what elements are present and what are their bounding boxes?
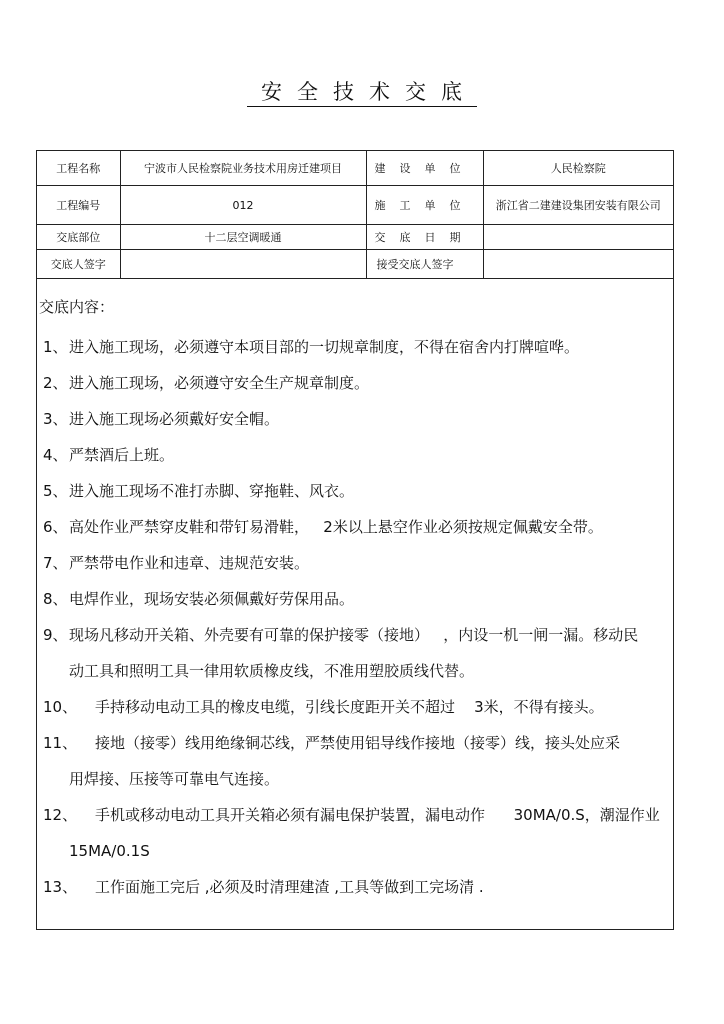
item-number: 6、 [43, 518, 68, 536]
item-text: 手持移动电动工具的橡皮电缆，引线长度距开关不超过 3米，不得有接头。 [95, 698, 604, 716]
receiver-value [483, 250, 673, 279]
content-heading: 交底内容： [39, 298, 115, 316]
item-text: 进入施工现场，必须遵守本项目部的一切规章制度，不得在宿舍内打牌喧哗。 [69, 338, 580, 356]
item-number: 13、 [43, 878, 78, 896]
list-item [43, 624, 673, 682]
item-text: 接地（接零）线用绝缘铜芯线，严禁使用铝导线作接地（接零）线，接头处应采 [95, 734, 621, 752]
list-item [43, 516, 673, 538]
list-item [43, 336, 673, 358]
document-title: 安全技术交底 [0, 76, 724, 106]
list-item [43, 372, 673, 394]
list-item [43, 696, 673, 718]
item-number: 2、 [43, 374, 68, 392]
header-table [37, 151, 673, 279]
item-number: 8、 [43, 590, 68, 608]
item-number: 7、 [43, 554, 68, 572]
receiver-label: 接受交底人签字 [366, 250, 483, 279]
signer-label: 交底人签字 [37, 250, 120, 279]
item-text: 高处作业严禁穿皮鞋和带钉易滑鞋， 2米以上悬空作业必须按规定佩戴安全带。 [69, 518, 603, 536]
date-value [483, 225, 673, 250]
signer-value [120, 250, 366, 279]
item-text: 严禁带电作业和违章、违规范安装。 [69, 554, 310, 572]
list-item [43, 588, 673, 610]
builder-value: 人民检察院 [483, 151, 673, 186]
project-no-label: 工程编号 [37, 186, 120, 225]
item-number: 3、 [43, 410, 68, 428]
item-text: 电焊作业，现场安装必须佩戴好劳保用品。 [69, 590, 355, 608]
section-label: 交底部位 [37, 225, 120, 250]
builder-label: 建设单位 [366, 151, 483, 186]
list-item [43, 444, 673, 466]
project-no-value: 012 [120, 186, 366, 225]
contractor-value: 浙江省二建建设集团安装有限公司 [483, 186, 673, 225]
list-item [43, 408, 673, 430]
contractor-label: 施工单位 [366, 186, 483, 225]
list-item [43, 552, 673, 574]
item-text: 工作面施工完后 ,必须及时清理建渣 ,工具等做到工完场清 . [95, 878, 484, 896]
item-text: 进入施工现场必须戴好安全帽。 [69, 410, 280, 428]
item-number: 5、 [43, 482, 68, 500]
list-item [43, 732, 673, 790]
project-name-label: 工程名称 [37, 151, 120, 186]
item-number: 9、 [43, 626, 68, 644]
item-text: 进入施工现场不准打赤脚、穿拖鞋、风衣。 [69, 482, 355, 500]
list-item [43, 804, 673, 862]
item-continuation: 动工具和照明工具一律用软质橡皮线，不准用塑胶质线代替。 [69, 662, 475, 680]
item-text: 手机或移动电动工具开关箱必须有漏电保护装置，漏电动作 30MA/0.S，潮湿作业 [95, 806, 660, 824]
item-text: 严禁酒后上班。 [69, 446, 175, 464]
item-text: 现场凡移动开关箱、外壳要有可靠的保护接零（接地） ，内设一机一闸一漏。移动民 [69, 626, 639, 644]
disclosure-content [37, 291, 673, 898]
item-number: 10、 [43, 698, 78, 716]
item-continuation: 用焊接、压接等可靠电气连接。 [69, 770, 280, 788]
content-list [37, 336, 673, 898]
item-continuation: 15MA/0.1S [69, 842, 150, 860]
item-number: 11、 [43, 734, 78, 752]
item-number: 4、 [43, 446, 68, 464]
date-label: 交底日期 [366, 225, 483, 250]
disclosure-form [36, 150, 674, 930]
list-item [43, 876, 673, 898]
item-text: 进入施工现场，必须遵守安全生产规章制度。 [69, 374, 370, 392]
section-value: 十二层空调暖通 [120, 225, 366, 250]
item-number: 12、 [43, 806, 78, 824]
list-item [43, 480, 673, 502]
item-number: 1、 [43, 338, 68, 356]
project-name-value: 宁波市人民检察院业务技术用房迁建项目 [120, 151, 366, 186]
